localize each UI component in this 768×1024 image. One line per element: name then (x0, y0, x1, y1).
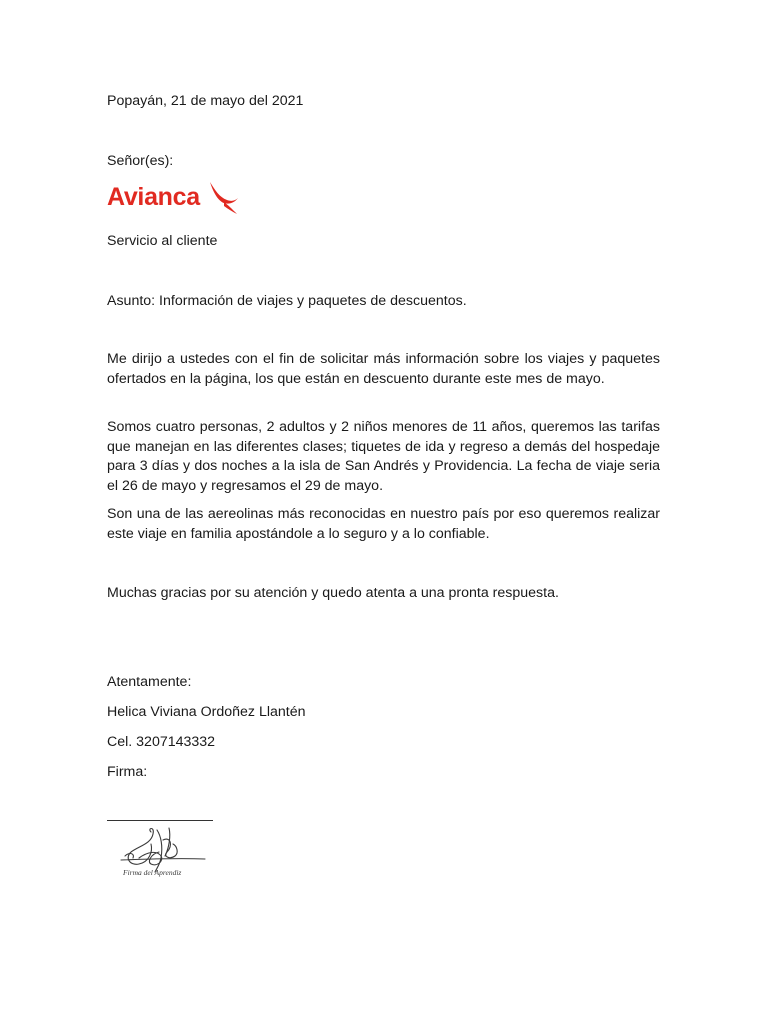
subject-line: Asunto: Información de viajes y paquetes de descuentos. (107, 293, 467, 309)
closing: Atentamente: (107, 674, 192, 690)
salutation: Señor(es): (107, 153, 174, 169)
sender-name: Helica Viviana Ordoñez Llantén (107, 704, 306, 720)
recipient-department: Servicio al cliente (107, 233, 218, 249)
handwritten-signature-icon (117, 822, 217, 886)
body-paragraph-2: Somos cuatro personas, 2 adultos y 2 niños menores de 11 años, queremos las tarifas que manejan en las diferentes clases; tiquetes de ida y regreso a demás del hospedaje para 3 días y dos noches a la isla de San Andrés y Providencia. La fecha de viaje seria el 26 de mayo y regresamos el 29 de mayo. (107, 419, 660, 494)
signature-underline (107, 820, 213, 821)
thanks-line: Muchas gracias por su atención y quedo atenta a una pronta respuesta. (107, 585, 559, 601)
phone-number: Cel. 3207143332 (107, 734, 216, 750)
signature-label: Firma: (107, 764, 148, 780)
logo-wordmark: Avianca (107, 183, 200, 211)
signature-caption: Firma del Aprendiz (123, 868, 182, 877)
place-date: Popayán, 21 de mayo del 2021 (107, 93, 304, 109)
body-paragraph-3: Son una de las aereolinas más reconocidas en nuestro país por eso queremos realizar este viaje en familia apostándole a lo seguro y a lo confiable. (107, 506, 660, 542)
avianca-logo (107, 180, 241, 216)
avianca-bird-icon (207, 180, 241, 216)
body-paragraph-1: Me dirijo a ustedes con el fin de solicitar más información sobre los viajes y paquetes ofertados en la página, los que están en descuento durante este mes de mayo. (107, 351, 660, 387)
